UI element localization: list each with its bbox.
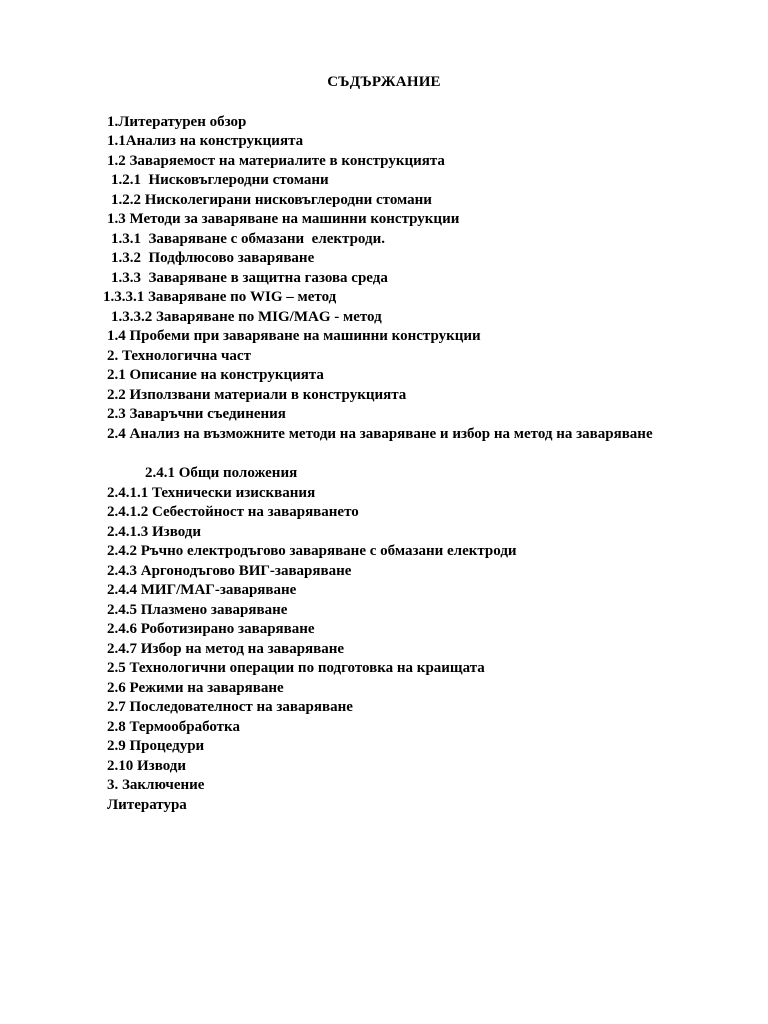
- toc-entry: 1.4 Пробеми при заваряване на машинни конструкции: [107, 328, 481, 344]
- toc-entry: 2.4.1.1 Технически изисквания: [107, 485, 316, 501]
- toc-entry: 2. Технологична част: [107, 348, 251, 364]
- toc-entry: Литература: [107, 797, 187, 813]
- toc-entry: 2.4.1.3 Изводи: [107, 524, 201, 540]
- toc-entry: 2.8 Термообработка: [107, 719, 240, 735]
- toc-entry: 2.4.2 Ръчно електродъгово заваряване с обмазани електроди: [107, 543, 517, 559]
- toc-entry: 1.Литературен обзор: [107, 114, 247, 130]
- toc-entry: 1.1Анализ на конструкцията: [107, 133, 304, 149]
- toc-entry: 1.3 Методи за заваряване на машинни конструкции: [107, 211, 460, 227]
- toc-entry: 2.3 Заваръчни съединения: [107, 406, 286, 422]
- toc-entry: 2.4 Анализ на възможните методи на заваряване и избор на метод на заваряване: [107, 426, 653, 442]
- toc-entry: 1.2.2 Нисколегирани нисковъглеродни стомани: [111, 192, 432, 208]
- toc-entry: 2.2 Използвани материали в конструкцията: [107, 387, 407, 403]
- toc-entry: 2.4.1.2 Себестойност на заваряването: [107, 504, 359, 520]
- toc-entry: 2.4.6 Роботизирано заваряване: [107, 621, 315, 637]
- toc-entry: 2.4.5 Плазмено заваряване: [107, 602, 288, 618]
- toc-entry: 1.3.3 Заваряване в защитна газова среда: [111, 270, 388, 286]
- toc-entry: 2.4.4 МИГ/МАГ-заваряване: [107, 582, 297, 598]
- page-title: СЪДЪРЖАНИЕ: [327, 74, 441, 90]
- toc-entry: 2.1 Описание на конструкцията: [107, 367, 324, 383]
- toc-entry: 1.3.2 Подфлюсово заваряване: [111, 250, 315, 266]
- toc-entry: 2.4.7 Избор на метод на заваряване: [107, 641, 345, 657]
- toc-entry: 1.3.3.1 Заваряване по WIG – метод: [103, 289, 337, 305]
- toc-entry: 2.7 Последователност на заваряване: [107, 699, 353, 715]
- toc-entry: 2.4.1 Общи положения: [145, 465, 298, 481]
- toc-entry: 2.4.3 Аргонодъгово ВИГ-заваряване: [107, 563, 352, 579]
- toc-entry: 3. Заключение: [107, 777, 205, 793]
- toc-entry: 1.2.1 Нисковъглеродни стомани: [111, 172, 329, 188]
- toc-entry: 1.2 Заваряемост на материалите в конструкцията: [107, 153, 445, 169]
- toc-entry: 2.10 Изводи: [107, 758, 186, 774]
- toc-entry: 1.3.3.2 Заваряване по MIG/MAG - метод: [111, 309, 382, 325]
- toc-entry: 2.6 Режими на заваряване: [107, 680, 284, 696]
- toc-entry: 2.5 Технологични операции по подготовка на краищата: [107, 660, 485, 676]
- toc-entry: 1.3.1 Заваряване с обмазани електроди.: [111, 231, 385, 247]
- toc-entry: 2.9 Процедури: [107, 738, 205, 754]
